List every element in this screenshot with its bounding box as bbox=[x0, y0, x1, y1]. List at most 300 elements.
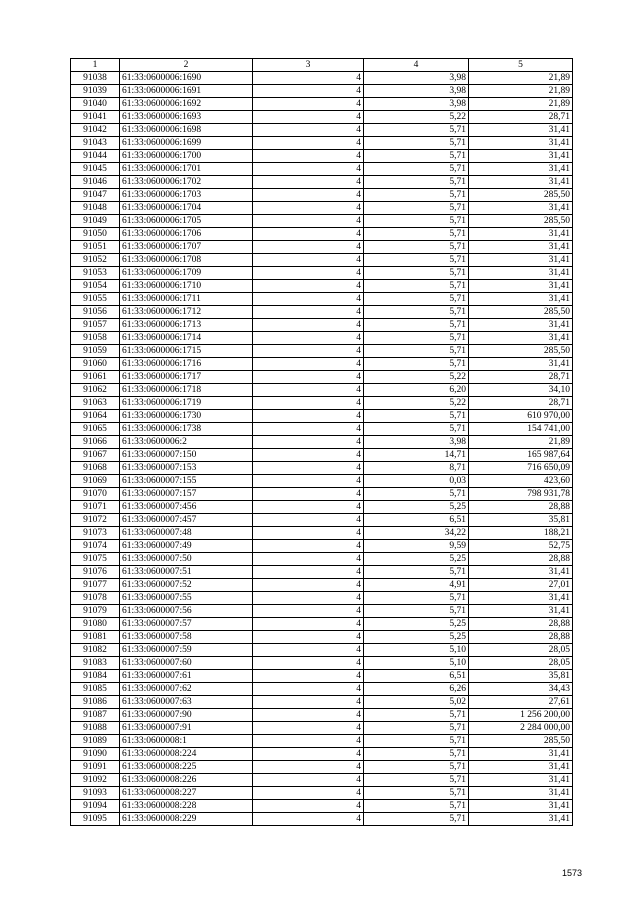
cadastral-number-cell: 61:33:0600006:1690 bbox=[120, 72, 253, 85]
table-row bbox=[71, 475, 573, 488]
table-row bbox=[71, 774, 573, 787]
column-3-cell: 4 bbox=[253, 124, 364, 137]
column-4-cell: 0,03 bbox=[364, 475, 469, 488]
column-3-cell: 4 bbox=[253, 371, 364, 384]
column-5-cell: 31,41 bbox=[469, 605, 573, 618]
column-3-cell: 4 bbox=[253, 761, 364, 774]
column-4-cell: 5,71 bbox=[364, 254, 469, 267]
column-4-cell: 5,71 bbox=[364, 241, 469, 254]
column-4-cell: 5,71 bbox=[364, 267, 469, 280]
table-row bbox=[71, 228, 573, 241]
table-row bbox=[71, 371, 573, 384]
column-3-cell: 4 bbox=[253, 319, 364, 332]
column-5-cell: 31,41 bbox=[469, 241, 573, 254]
column-4-cell: 5,71 bbox=[364, 423, 469, 436]
row-number-cell: 91042 bbox=[71, 124, 120, 137]
table-row bbox=[71, 189, 573, 202]
column-5-cell: 27,61 bbox=[469, 696, 573, 709]
column-4-cell: 5,71 bbox=[364, 735, 469, 748]
column-3-cell: 4 bbox=[253, 527, 364, 540]
column-5-cell: 21,89 bbox=[469, 98, 573, 111]
column-3-cell: 4 bbox=[253, 605, 364, 618]
page-number: 1573 bbox=[561, 868, 582, 878]
column-3-cell: 4 bbox=[253, 215, 364, 228]
table-row bbox=[71, 527, 573, 540]
cadastral-number-cell: 61:33:0600007:57 bbox=[120, 618, 253, 631]
column-5-cell: 285,50 bbox=[469, 215, 573, 228]
row-number-cell: 91081 bbox=[71, 631, 120, 644]
column-5-cell: 31,41 bbox=[469, 319, 573, 332]
column-4-cell: 5,71 bbox=[364, 176, 469, 189]
column-4-cell: 5,71 bbox=[364, 813, 469, 826]
column-3-cell: 4 bbox=[253, 163, 364, 176]
column-4-cell: 5,71 bbox=[364, 605, 469, 618]
table-row bbox=[71, 345, 573, 358]
column-3-cell: 4 bbox=[253, 241, 364, 254]
table-row bbox=[71, 449, 573, 462]
column-5-cell: 35,81 bbox=[469, 670, 573, 683]
column-3-cell: 4 bbox=[253, 137, 364, 150]
cadastral-number-cell: 61:33:0600006:2 bbox=[120, 436, 253, 449]
cadastral-number-cell: 61:33:0600007:51 bbox=[120, 566, 253, 579]
column-5-cell: 31,41 bbox=[469, 202, 573, 215]
cadastral-number-cell: 61:33:0600007:62 bbox=[120, 683, 253, 696]
column-4-cell: 5,10 bbox=[364, 644, 469, 657]
table-row bbox=[71, 176, 573, 189]
column-5-cell: 285,50 bbox=[469, 345, 573, 358]
column-3-cell: 4 bbox=[253, 813, 364, 826]
cadastral-number-cell: 61:33:0600007:60 bbox=[120, 657, 253, 670]
column-5-cell: 285,50 bbox=[469, 306, 573, 319]
column-4-cell: 5,22 bbox=[364, 397, 469, 410]
table-row bbox=[71, 85, 573, 98]
cadastral-number-cell: 61:33:0600006:1692 bbox=[120, 98, 253, 111]
column-5-cell: 31,41 bbox=[469, 228, 573, 241]
row-number-cell: 91069 bbox=[71, 475, 120, 488]
cadastral-number-cell: 61:33:0600006:1704 bbox=[120, 202, 253, 215]
cadastral-number-cell: 61:33:0600008:225 bbox=[120, 761, 253, 774]
table-row bbox=[71, 514, 573, 527]
column-3-cell: 4 bbox=[253, 293, 364, 306]
cadastral-number-cell: 61:33:0600006:1706 bbox=[120, 228, 253, 241]
column-5-cell: 21,89 bbox=[469, 72, 573, 85]
column-4-cell: 5,71 bbox=[364, 748, 469, 761]
table-row bbox=[71, 98, 573, 111]
row-number-cell: 91085 bbox=[71, 683, 120, 696]
column-5-cell: 31,41 bbox=[469, 800, 573, 813]
column-3-cell: 4 bbox=[253, 709, 364, 722]
column-5-cell: 188,21 bbox=[469, 527, 573, 540]
column-4-cell: 5,71 bbox=[364, 774, 469, 787]
column-4-cell: 3,98 bbox=[364, 98, 469, 111]
column-3-cell: 4 bbox=[253, 787, 364, 800]
cadastral-number-cell: 61:33:0600007:155 bbox=[120, 475, 253, 488]
cadastral-number-cell: 61:33:0600006:1693 bbox=[120, 111, 253, 124]
column-3-cell: 4 bbox=[253, 332, 364, 345]
cadastral-number-cell: 61:33:0600007:49 bbox=[120, 540, 253, 553]
cadastral-number-cell: 61:33:0600007:90 bbox=[120, 709, 253, 722]
column-header-3: 3 bbox=[253, 59, 364, 72]
column-4-cell: 34,22 bbox=[364, 527, 469, 540]
table-row bbox=[71, 683, 573, 696]
column-3-cell: 4 bbox=[253, 384, 364, 397]
row-number-cell: 91051 bbox=[71, 241, 120, 254]
column-5-cell: 34,43 bbox=[469, 683, 573, 696]
column-5-cell: 1 256 200,00 bbox=[469, 709, 573, 722]
row-number-cell: 91089 bbox=[71, 735, 120, 748]
table-header bbox=[71, 59, 573, 72]
row-number-cell: 91075 bbox=[71, 553, 120, 566]
column-5-cell: 28,71 bbox=[469, 111, 573, 124]
column-5-cell: 154 741,00 bbox=[469, 423, 573, 436]
table-row bbox=[71, 722, 573, 735]
column-5-cell: 31,41 bbox=[469, 358, 573, 371]
row-number-cell: 91093 bbox=[71, 787, 120, 800]
cadastral-number-cell: 61:33:0600006:1707 bbox=[120, 241, 253, 254]
column-5-cell: 31,41 bbox=[469, 137, 573, 150]
row-number-cell: 91064 bbox=[71, 410, 120, 423]
column-header-1: 1 bbox=[71, 59, 120, 72]
row-number-cell: 91070 bbox=[71, 488, 120, 501]
column-3-cell: 4 bbox=[253, 553, 364, 566]
table-row bbox=[71, 540, 573, 553]
row-number-cell: 91067 bbox=[71, 449, 120, 462]
table-row bbox=[71, 202, 573, 215]
row-number-cell: 91082 bbox=[71, 644, 120, 657]
cadastral-number-cell: 61:33:0600007:457 bbox=[120, 514, 253, 527]
column-4-cell: 9,59 bbox=[364, 540, 469, 553]
column-4-cell: 5,71 bbox=[364, 800, 469, 813]
column-4-cell: 5,25 bbox=[364, 501, 469, 514]
column-4-cell: 5,71 bbox=[364, 787, 469, 800]
cadastral-number-cell: 61:33:0600007:91 bbox=[120, 722, 253, 735]
table-row bbox=[71, 267, 573, 280]
cadastral-number-cell: 61:33:0600007:59 bbox=[120, 644, 253, 657]
column-3-cell: 4 bbox=[253, 202, 364, 215]
column-5-cell: 610 970,00 bbox=[469, 410, 573, 423]
column-4-cell: 5,71 bbox=[364, 592, 469, 605]
cadastral-number-cell: 61:33:0600006:1714 bbox=[120, 332, 253, 345]
table-row bbox=[71, 579, 573, 592]
column-5-cell: 31,41 bbox=[469, 124, 573, 137]
table-row bbox=[71, 644, 573, 657]
column-3-cell: 4 bbox=[253, 449, 364, 462]
cadastral-number-cell: 61:33:0600006:1700 bbox=[120, 150, 253, 163]
table-row bbox=[71, 124, 573, 137]
column-4-cell: 5,71 bbox=[364, 566, 469, 579]
column-4-cell: 5,71 bbox=[364, 761, 469, 774]
column-3-cell: 4 bbox=[253, 735, 364, 748]
table-row bbox=[71, 618, 573, 631]
header-row bbox=[71, 59, 573, 72]
table-row bbox=[71, 462, 573, 475]
column-5-cell: 21,89 bbox=[469, 436, 573, 449]
cadastral-number-cell: 61:33:0600007:55 bbox=[120, 592, 253, 605]
table-body bbox=[71, 72, 573, 826]
column-4-cell: 5,22 bbox=[364, 111, 469, 124]
column-4-cell: 5,71 bbox=[364, 722, 469, 735]
column-3-cell: 4 bbox=[253, 540, 364, 553]
row-number-cell: 91055 bbox=[71, 293, 120, 306]
column-5-cell: 31,41 bbox=[469, 254, 573, 267]
column-3-cell: 4 bbox=[253, 306, 364, 319]
row-number-cell: 91050 bbox=[71, 228, 120, 241]
column-3-cell: 4 bbox=[253, 85, 364, 98]
cadastral-number-cell: 61:33:0600008:1 bbox=[120, 735, 253, 748]
table-row bbox=[71, 605, 573, 618]
cadastral-number-cell: 61:33:0600006:1705 bbox=[120, 215, 253, 228]
cadastral-number-cell: 61:33:0600008:228 bbox=[120, 800, 253, 813]
row-number-cell: 91066 bbox=[71, 436, 120, 449]
column-3-cell: 4 bbox=[253, 228, 364, 241]
cadastral-number-cell: 61:33:0600007:58 bbox=[120, 631, 253, 644]
table-row bbox=[71, 436, 573, 449]
column-4-cell: 5,71 bbox=[364, 150, 469, 163]
column-3-cell: 4 bbox=[253, 774, 364, 787]
column-3-cell: 4 bbox=[253, 410, 364, 423]
column-5-cell: 28,05 bbox=[469, 657, 573, 670]
column-5-cell: 35,81 bbox=[469, 514, 573, 527]
cadastral-number-cell: 61:33:0600006:1713 bbox=[120, 319, 253, 332]
column-header-2: 2 bbox=[120, 59, 253, 72]
row-number-cell: 91058 bbox=[71, 332, 120, 345]
table-row bbox=[71, 306, 573, 319]
table-row bbox=[71, 501, 573, 514]
column-5-cell: 28,05 bbox=[469, 644, 573, 657]
row-number-cell: 91052 bbox=[71, 254, 120, 267]
column-3-cell: 4 bbox=[253, 683, 364, 696]
column-header-5: 5 bbox=[469, 59, 573, 72]
column-4-cell: 5,71 bbox=[364, 319, 469, 332]
column-4-cell: 5,71 bbox=[364, 163, 469, 176]
table-row bbox=[71, 150, 573, 163]
cadastral-number-cell: 61:33:0600008:229 bbox=[120, 813, 253, 826]
cadastral-number-cell: 61:33:0600008:226 bbox=[120, 774, 253, 787]
cadastral-number-cell: 61:33:0600008:224 bbox=[120, 748, 253, 761]
cadastral-number-cell: 61:33:0600006:1709 bbox=[120, 267, 253, 280]
column-header-4: 4 bbox=[364, 59, 469, 72]
table-row bbox=[71, 631, 573, 644]
column-4-cell: 5,25 bbox=[364, 553, 469, 566]
row-number-cell: 91056 bbox=[71, 306, 120, 319]
column-5-cell: 21,89 bbox=[469, 85, 573, 98]
column-3-cell: 4 bbox=[253, 280, 364, 293]
column-4-cell: 6,20 bbox=[364, 384, 469, 397]
row-number-cell: 91079 bbox=[71, 605, 120, 618]
column-4-cell: 5,71 bbox=[364, 215, 469, 228]
column-3-cell: 4 bbox=[253, 111, 364, 124]
table-row bbox=[71, 293, 573, 306]
row-number-cell: 91060 bbox=[71, 358, 120, 371]
column-5-cell: 423,60 bbox=[469, 475, 573, 488]
table-row bbox=[71, 397, 573, 410]
cadastral-number-cell: 61:33:0600006:1712 bbox=[120, 306, 253, 319]
column-3-cell: 4 bbox=[253, 592, 364, 605]
column-3-cell: 4 bbox=[253, 488, 364, 501]
cadastral-number-cell: 61:33:0600006:1719 bbox=[120, 397, 253, 410]
row-number-cell: 91049 bbox=[71, 215, 120, 228]
column-5-cell: 52,75 bbox=[469, 540, 573, 553]
table-row bbox=[71, 280, 573, 293]
column-4-cell: 5,71 bbox=[364, 358, 469, 371]
table-row bbox=[71, 423, 573, 436]
column-4-cell: 3,98 bbox=[364, 436, 469, 449]
column-5-cell: 28,88 bbox=[469, 501, 573, 514]
table-row bbox=[71, 241, 573, 254]
row-number-cell: 91088 bbox=[71, 722, 120, 735]
cadastral-number-cell: 61:33:0600007:157 bbox=[120, 488, 253, 501]
column-3-cell: 4 bbox=[253, 358, 364, 371]
column-4-cell: 3,98 bbox=[364, 72, 469, 85]
row-number-cell: 91053 bbox=[71, 267, 120, 280]
column-4-cell: 5,71 bbox=[364, 332, 469, 345]
column-4-cell: 5,71 bbox=[364, 709, 469, 722]
table-row bbox=[71, 111, 573, 124]
column-4-cell: 5,02 bbox=[364, 696, 469, 709]
column-5-cell: 31,41 bbox=[469, 332, 573, 345]
column-5-cell: 798 931,78 bbox=[469, 488, 573, 501]
cadastral-number-cell: 61:33:0600007:56 bbox=[120, 605, 253, 618]
column-3-cell: 4 bbox=[253, 189, 364, 202]
column-3-cell: 4 bbox=[253, 579, 364, 592]
column-4-cell: 5,71 bbox=[364, 124, 469, 137]
row-number-cell: 91041 bbox=[71, 111, 120, 124]
column-5-cell: 285,50 bbox=[469, 189, 573, 202]
column-5-cell: 31,41 bbox=[469, 280, 573, 293]
row-number-cell: 91095 bbox=[71, 813, 120, 826]
table-row bbox=[71, 332, 573, 345]
row-number-cell: 91086 bbox=[71, 696, 120, 709]
column-5-cell: 31,41 bbox=[469, 787, 573, 800]
column-4-cell: 5,71 bbox=[364, 293, 469, 306]
row-number-cell: 91065 bbox=[71, 423, 120, 436]
column-4-cell: 5,25 bbox=[364, 618, 469, 631]
cadastral-number-cell: 61:33:0600006:1738 bbox=[120, 423, 253, 436]
column-5-cell: 31,41 bbox=[469, 267, 573, 280]
column-3-cell: 4 bbox=[253, 72, 364, 85]
row-number-cell: 91083 bbox=[71, 657, 120, 670]
row-number-cell: 91094 bbox=[71, 800, 120, 813]
column-4-cell: 5,71 bbox=[364, 410, 469, 423]
table-row bbox=[71, 709, 573, 722]
row-number-cell: 91044 bbox=[71, 150, 120, 163]
column-3-cell: 4 bbox=[253, 345, 364, 358]
table-row bbox=[71, 319, 573, 332]
row-number-cell: 91062 bbox=[71, 384, 120, 397]
table-row bbox=[71, 488, 573, 501]
column-3-cell: 4 bbox=[253, 670, 364, 683]
column-3-cell: 4 bbox=[253, 644, 364, 657]
column-3-cell: 4 bbox=[253, 631, 364, 644]
row-number-cell: 91061 bbox=[71, 371, 120, 384]
row-number-cell: 91039 bbox=[71, 85, 120, 98]
column-4-cell: 5,22 bbox=[364, 371, 469, 384]
cadastral-number-cell: 61:33:0600006:1703 bbox=[120, 189, 253, 202]
column-3-cell: 4 bbox=[253, 254, 364, 267]
column-5-cell: 27,01 bbox=[469, 579, 573, 592]
row-number-cell: 91078 bbox=[71, 592, 120, 605]
column-4-cell: 5,71 bbox=[364, 202, 469, 215]
column-5-cell: 28,88 bbox=[469, 618, 573, 631]
column-3-cell: 4 bbox=[253, 501, 364, 514]
cadastral-number-cell: 61:33:0600007:48 bbox=[120, 527, 253, 540]
column-5-cell: 28,71 bbox=[469, 397, 573, 410]
column-4-cell: 5,10 bbox=[364, 657, 469, 670]
row-number-cell: 91045 bbox=[71, 163, 120, 176]
row-number-cell: 91054 bbox=[71, 280, 120, 293]
column-3-cell: 4 bbox=[253, 514, 364, 527]
column-4-cell: 5,71 bbox=[364, 488, 469, 501]
table-row bbox=[71, 813, 573, 826]
column-3-cell: 4 bbox=[253, 618, 364, 631]
column-3-cell: 4 bbox=[253, 462, 364, 475]
row-number-cell: 91068 bbox=[71, 462, 120, 475]
column-4-cell: 5,71 bbox=[364, 280, 469, 293]
cadastral-number-cell: 61:33:0600007:63 bbox=[120, 696, 253, 709]
table-row bbox=[71, 137, 573, 150]
column-3-cell: 4 bbox=[253, 696, 364, 709]
column-5-cell: 31,41 bbox=[469, 592, 573, 605]
table-row bbox=[71, 410, 573, 423]
column-4-cell: 5,25 bbox=[364, 631, 469, 644]
column-5-cell: 31,41 bbox=[469, 748, 573, 761]
row-number-cell: 91059 bbox=[71, 345, 120, 358]
row-number-cell: 91080 bbox=[71, 618, 120, 631]
column-5-cell: 165 987,64 bbox=[469, 449, 573, 462]
table-row bbox=[71, 787, 573, 800]
cadastral-number-cell: 61:33:0600007:52 bbox=[120, 579, 253, 592]
column-5-cell: 31,41 bbox=[469, 813, 573, 826]
row-number-cell: 91047 bbox=[71, 189, 120, 202]
row-number-cell: 91040 bbox=[71, 98, 120, 111]
column-3-cell: 4 bbox=[253, 397, 364, 410]
column-3-cell: 4 bbox=[253, 722, 364, 735]
column-5-cell: 31,41 bbox=[469, 150, 573, 163]
row-number-cell: 91077 bbox=[71, 579, 120, 592]
column-5-cell: 28,88 bbox=[469, 631, 573, 644]
column-5-cell: 2 284 000,00 bbox=[469, 722, 573, 735]
cadastral-number-cell: 61:33:0600006:1718 bbox=[120, 384, 253, 397]
table-row bbox=[71, 384, 573, 397]
column-5-cell: 31,41 bbox=[469, 566, 573, 579]
cadastral-number-cell: 61:33:0600006:1708 bbox=[120, 254, 253, 267]
column-5-cell: 31,41 bbox=[469, 176, 573, 189]
column-5-cell: 31,41 bbox=[469, 761, 573, 774]
row-number-cell: 91071 bbox=[71, 501, 120, 514]
cadastral-number-cell: 61:33:0600006:1691 bbox=[120, 85, 253, 98]
row-number-cell: 91043 bbox=[71, 137, 120, 150]
row-number-cell: 91092 bbox=[71, 774, 120, 787]
column-4-cell: 6,51 bbox=[364, 670, 469, 683]
table-row bbox=[71, 254, 573, 267]
column-3-cell: 4 bbox=[253, 176, 364, 189]
cadastral-number-cell: 61:33:0600007:50 bbox=[120, 553, 253, 566]
cadastral-number-cell: 61:33:0600006:1710 bbox=[120, 280, 253, 293]
table-row bbox=[71, 566, 573, 579]
column-3-cell: 4 bbox=[253, 267, 364, 280]
column-5-cell: 34,10 bbox=[469, 384, 573, 397]
row-number-cell: 91084 bbox=[71, 670, 120, 683]
row-number-cell: 91090 bbox=[71, 748, 120, 761]
cadastral-number-cell: 61:33:0600007:153 bbox=[120, 462, 253, 475]
column-4-cell: 8,71 bbox=[364, 462, 469, 475]
column-5-cell: 28,88 bbox=[469, 553, 573, 566]
column-3-cell: 4 bbox=[253, 423, 364, 436]
table-row bbox=[71, 696, 573, 709]
table-row bbox=[71, 800, 573, 813]
cadastral-number-cell: 61:33:0600008:227 bbox=[120, 787, 253, 800]
column-3-cell: 4 bbox=[253, 566, 364, 579]
